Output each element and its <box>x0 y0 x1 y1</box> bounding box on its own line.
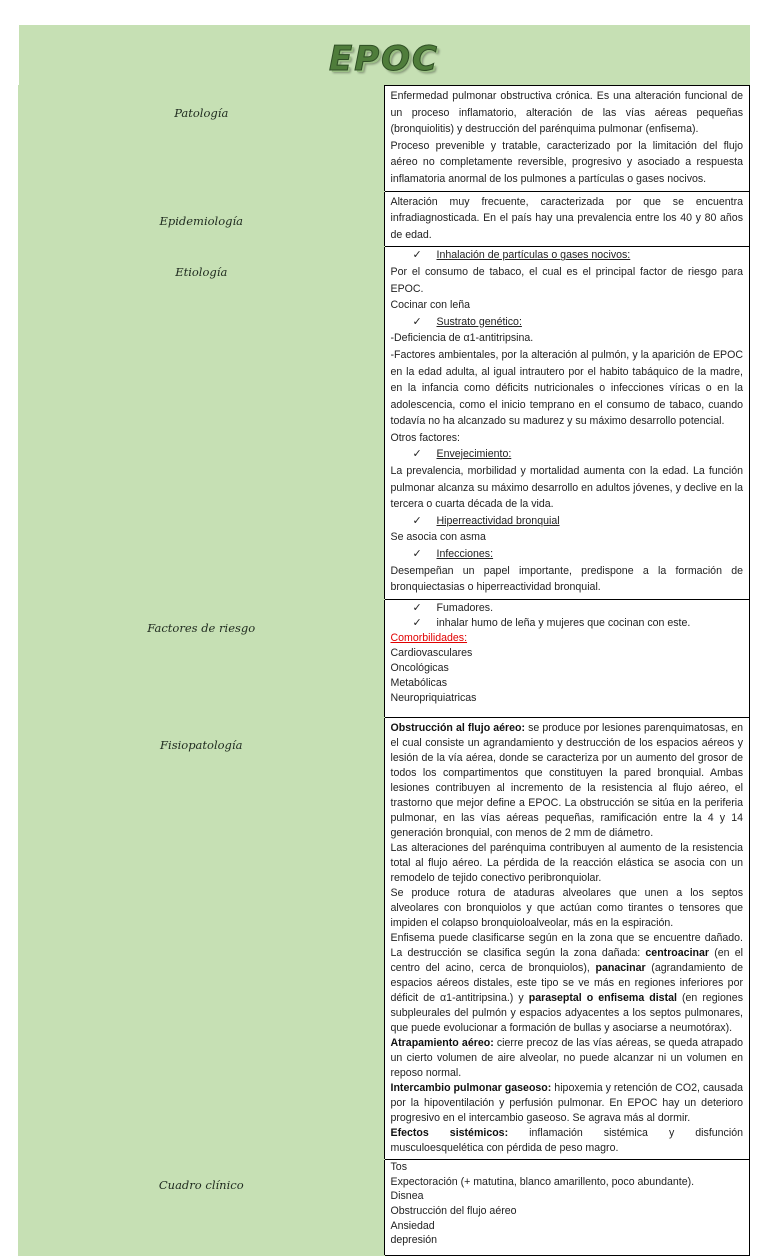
pathophysiology-paragraph <box>391 1081 744 1126</box>
content-patologia <box>384 86 750 192</box>
row-label-cell <box>19 191 385 247</box>
checkmark-icon: ✓ <box>412 601 422 614</box>
row-label-cell <box>19 1159 385 1255</box>
etiology-heading <box>391 546 744 563</box>
symptom-item: depresión <box>390 1234 438 1247</box>
etiology-heading <box>391 513 744 530</box>
paragraph-text: (en el centro del acino, cerca de bronquiolos), <box>390 946 743 974</box>
heading-text: Infecciones: <box>436 548 494 561</box>
patologia-paragraph: Proceso prevenible y tratable, caracterizado por la limitación del flujo aéreo no completamente reversible, progresivo y asociado a respuesta inflamatoria anormal de los pulmones a partículas o gases nocivos. <box>390 139 743 185</box>
etiology-text: -Factores ambientales, por la alteración al pulmón, y la aparición de EPOC en la edad adulta, al igual intrautero por el habito tabáquico de la madre, en la infancia como déficits nutricionales o infecciones víricas o en la adolescencia, como el inicio temprano en el consumo de tabaco, cuando todavía no ha alcanzado su madurez y su máximo desarrollo potencial. <box>390 348 743 428</box>
etiology-text: La prevalencia, morbilidad y mortalidad aumenta con la edad. La función pulmonar alcanza su máximo desarrollo en adultos jóvenes, y declive en la tercera o cuarta década de la vida. <box>390 465 743 511</box>
etiology-text: Por el consumo de tabaco, el cual es el principal factor de riesgo para EPOC. <box>390 265 743 295</box>
checkmark-icon: ✓ <box>412 249 422 262</box>
risk-factor-text: inhalar humo de leña y mujeres que cocinan con este. <box>436 616 691 629</box>
label-factores: Factores de riesgo <box>147 620 256 635</box>
label-etiologia: Etiología <box>175 265 228 280</box>
risk-factor-text: Fumadores. <box>436 601 494 614</box>
content-factores <box>384 599 750 717</box>
bold-term: Atrapamiento aéreo: <box>390 1036 494 1049</box>
row-label-cell <box>19 247 385 599</box>
bold-term: panacinar <box>595 961 646 974</box>
content-epidemiologia <box>384 191 750 247</box>
symptom-item: Tos <box>390 1160 407 1173</box>
label-patologia: Patología <box>174 106 229 120</box>
content-fisiopatologia <box>384 717 750 1159</box>
checkmark-icon: ✓ <box>412 548 422 561</box>
row-label-cell <box>19 86 385 192</box>
paragraph-text: (agrandamiento de espacios aéreos distales, este tipo se ve más en regiones inferiores por déficit de α1-antitripsina.) y <box>390 961 743 1004</box>
label-fisiopatologia: Fisiopatología <box>160 737 243 752</box>
epidemiologia-text: Alteración muy frecuente, caracterizada por que se encuentra infradiagnosticada. En el país hay una prevalencia entre los 40 y 80 años de edad. <box>390 195 743 241</box>
content-etiologia <box>384 247 750 599</box>
paragraph-text: se produce por lesiones parenquimatosas, en el cual consiste un agrandamiento y destrucción de los espacios aéreos y lesión de la vía aérea, donde se caracteriza por un aumento del grosor de todos los compartimentos que constituyen la pared bronquial. Ambas lesiones contribuyen al incremento de la resistencia al flujo aéreo, el trastorno que mejor define a EPOC. La obstrucción se sitúa en la periferia pulmonar, en las vías aéreas pequeñas, ramificación entre la 4 y 14 generación bronquial, con menos de 2 mm de diámetro. <box>390 721 743 839</box>
checkmark-icon: ✓ <box>412 616 422 629</box>
pathophysiology-paragraph: Las alteraciones del parénquima contribuyen al aumento de la resistencia total al flujo aéreo. La pérdida de la reacción elástica se asocia con un remodelo de tejido conectivo peribronquiolar. <box>390 841 743 884</box>
content-cuadro <box>384 1159 750 1255</box>
checkmark-icon: ✓ <box>412 315 422 328</box>
epoc-table <box>18 25 750 1256</box>
symptom-item: Ansiedad <box>390 1219 435 1232</box>
bold-term: centroacinar <box>645 946 709 959</box>
etiology-text: Cocinar con leña <box>390 299 470 312</box>
risk-factor-item <box>391 616 744 631</box>
pathophysiology-paragraph: Se produce rotura de ataduras alveolares que unen a los septos alveolares con bronquiolos y que actúan como tirantes o tensores que impiden el colapso bronquioloalveolar, más en la espiración. <box>390 886 743 929</box>
pathophysiology-paragraph <box>391 721 744 841</box>
paragraph-text: cierre precoz de las vías aéreas, se queda atrapado un cierto volumen de aire alveolar, no puede alcanzar ni un volumen en reposo normal. <box>390 1036 743 1079</box>
etiology-text: Desempeñan un papel importante, predispone a la formación de bronquiectasias o hiperreactividad bronquial. <box>390 564 743 594</box>
symptom-item: Expectoración (+ matutina, blanco amarillento, poco abundante). <box>390 1175 695 1188</box>
heading-text: Inhalación de partículas o gases nocivos: <box>436 249 631 262</box>
etiology-heading <box>391 247 744 264</box>
etiology-heading <box>391 446 744 463</box>
bold-term: Efectos sistémicos: <box>390 1126 509 1139</box>
comorbidity-item: Oncológicas <box>390 661 449 674</box>
heading-text: Hiperreactividad bronquial <box>436 514 560 527</box>
heading-text: Envejecimiento: <box>436 448 512 461</box>
etiology-heading <box>391 314 744 331</box>
document-page <box>18 25 750 1256</box>
label-epidemiologia: Epidemiología <box>159 213 244 228</box>
etiology-text: Se asocia con asma <box>390 531 486 544</box>
document-title: EPOC <box>329 39 439 79</box>
comorbidity-item: Metabólicas <box>390 676 448 689</box>
patologia-paragraph: Enfermedad pulmonar obstructiva crónica. Es una alteración funcional de un proceso inflamatorio, alteración de las vías aéreas pequeñas (bronquiolitis) y destrucción del parénquima pulmonar (enfisema). <box>390 90 743 136</box>
paragraph-text: Enfisema puede clasificarse según en la zona que se encuentre dañado. La destrucción se clasifica según la zona dañada: <box>390 931 743 959</box>
paragraph-text: inflamación sistémica y disfunción musculoesquelética con pérdida de peso magro. <box>390 1126 743 1154</box>
title-row <box>19 25 750 86</box>
checkmark-icon: ✓ <box>412 514 422 527</box>
symptom-item: Obstrucción del flujo aéreo <box>390 1204 517 1217</box>
comorbidity-item: Cardiovasculares <box>390 646 473 659</box>
bold-term: paraseptal o enfisema distal <box>528 991 677 1004</box>
risk-factor-item <box>391 601 744 616</box>
checkmark-icon: ✓ <box>412 448 422 461</box>
symptom-item: Disnea <box>390 1190 424 1203</box>
label-cuadro-clinico: Cuadro clínico <box>158 1177 244 1192</box>
row-label-cell <box>19 599 385 717</box>
etiology-text: Otros factores: <box>390 431 460 444</box>
comorbidities-heading: Comorbilidades: <box>390 631 468 644</box>
pathophysiology-paragraph <box>391 931 744 1036</box>
row-label-cell <box>19 717 385 1159</box>
paragraph-text: hipoxemia y retención de CO2, causada por la hipoventilación y perfusión pulmonar. En EPOC hay un deterioro progresivo en el intercambio gaseoso. Se agrava más al dormir. <box>390 1081 744 1124</box>
etiology-text: -Deficiencia de α1-antitripsina. <box>390 332 534 345</box>
comorbidity-item: Neuropriquiatricas <box>390 691 477 704</box>
heading-text: Sustrato genético: <box>436 315 522 328</box>
pathophysiology-paragraph <box>391 1036 744 1081</box>
bold-term: Obstrucción al flujo aéreo: <box>390 721 526 734</box>
paragraph-text: (en regiones subpleurales del pulmón y espacios adyacentes a los septos pulmonares, que puede evolucionar a formación de bullas y asociarse a neumotórax). <box>390 991 743 1034</box>
bold-term: Intercambio pulmonar gaseoso: <box>390 1081 552 1094</box>
pathophysiology-paragraph <box>391 1126 744 1156</box>
